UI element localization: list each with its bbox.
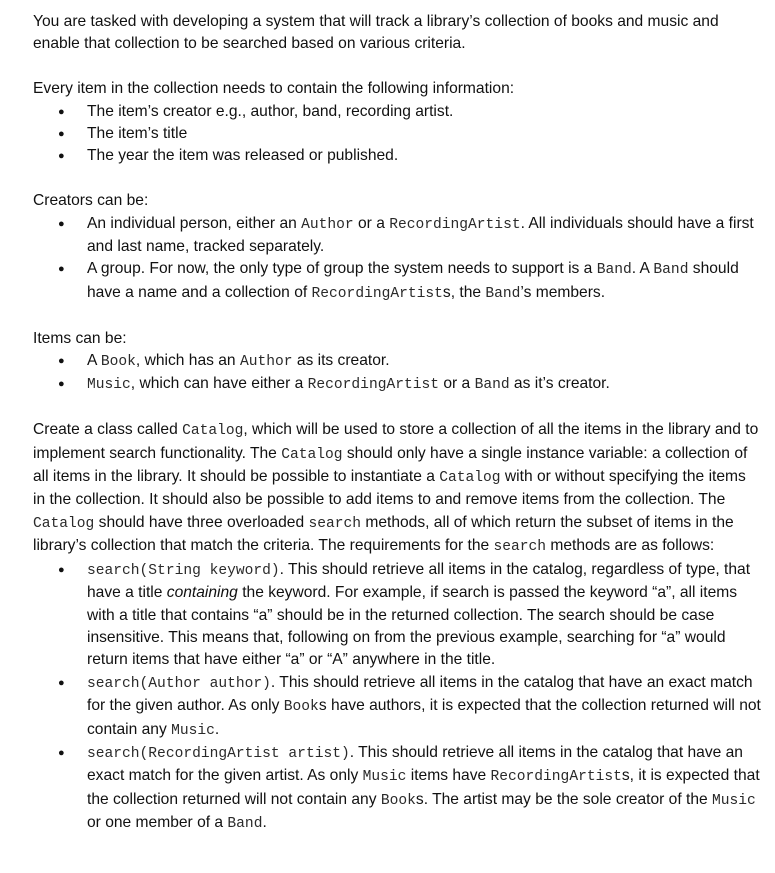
- code-band: Band: [474, 377, 510, 394]
- code-recording-artist: RecordingArtist: [389, 216, 521, 233]
- code-catalog: Catalog: [281, 446, 343, 463]
- code-book: Book: [380, 792, 416, 809]
- items-heading: Items can be:: [33, 329, 127, 347]
- code-band: Band: [596, 262, 632, 279]
- list-item: ● search(Author author). This should retrieve all items in the catalog that have an exact match for the given author. As only Books have authors, it is expected that the collection returned will not contain any Music.: [33, 672, 761, 742]
- item-info-list: [33, 101, 761, 168]
- spacer: [33, 397, 761, 419]
- code-author: Author: [239, 354, 293, 371]
- code-recording-artist: RecordingArtist: [307, 377, 440, 394]
- code-band: Band: [653, 262, 689, 279]
- list-item: ● The item’s creator e.g., author, band, recording artist.: [33, 101, 761, 123]
- code-book: Book: [100, 354, 136, 371]
- list-item: ● Music, which can have either a RecordingArtist or a Band as it’s creator.: [33, 373, 761, 396]
- creators-heading: Creators can be:: [33, 192, 149, 210]
- code-music: Music: [712, 792, 756, 809]
- code-catalog: Catalog: [439, 470, 501, 487]
- code-catalog: Catalog: [33, 515, 95, 532]
- list-item: ● The item’s title: [33, 123, 761, 145]
- code-author: Author: [301, 216, 354, 233]
- list-item: ● A group. For now, the only type of group the system needs to support is a Band. A Band should have a name and a collection of RecordingArtists, the Band’s members.: [33, 258, 761, 305]
- intro-paragraph: You are tasked with developing a system that will track a library’s collection of books and music and enable that collection to be searched based on various criteria.: [33, 13, 719, 53]
- list-item: ● search(String keyword). This should retrieve all items in the catalog, regardless of type, that have a title containing the keyword. For example, if search is passed the keyword “a”, all items with a title that contains “a” should be in the returned collection. The search should be case insensitive. This means that, following on from the previous example, searching for “a” would return items that have either “a” or “A” anywhere in the title.: [33, 559, 761, 672]
- code-recording-artist: RecordingArtist: [311, 285, 443, 302]
- list-item: ● A Book, which has an Author as its creator.: [33, 350, 761, 373]
- code-search-author: search(Author author): [87, 675, 271, 692]
- code-book: Book: [283, 699, 319, 716]
- code-catalog: Catalog: [182, 423, 244, 440]
- code-band: Band: [485, 285, 521, 302]
- search-methods-list: [33, 559, 761, 836]
- code-search: search: [493, 539, 547, 556]
- list-item: ● An individual person, either an Author or a RecordingArtist. All individuals should have a first and last name, tracked separately.: [33, 213, 761, 259]
- code-music: Music: [87, 377, 131, 394]
- code-music: Music: [171, 722, 215, 739]
- list-item: ● search(RecordingArtist artist). This should retrieve all items in the catalog that have an exact match for the given artist. As only Music items have RecordingArtists, it is expected that the collection returned will not contain any Books. The artist may be the sole creator of the Music or one member of a Band.: [33, 742, 761, 836]
- code-band: Band: [227, 816, 263, 833]
- item-info-heading: Every item in the collection needs to contain the following information:: [33, 80, 515, 98]
- creators-list: [33, 213, 761, 306]
- code-search-artist: search(RecordingArtist artist): [87, 745, 350, 762]
- code-recording-artist: RecordingArtist: [490, 769, 622, 786]
- code-search-keyword: search(String keyword): [87, 562, 280, 579]
- spacer: [33, 168, 761, 190]
- spacer: [33, 305, 761, 327]
- spacer: [33, 56, 761, 78]
- catalog-paragraph: Create a class called Catalog, which will be used to store a collection of all the items in the library and to implement search functionality. The Catalog should only have a single instance variable: a collection of all items in the library. It should be possible to instantiate a Catalog with or without specifying the items in the collection. It should also be possible to add items to and remove items from the collection. The Catalog should have three overloaded search methods, all of which return the subset of items in the library’s collection that match the criteria. The requirements for the search methods are as follows:: [33, 421, 759, 556]
- items-list: [33, 350, 761, 397]
- code-music: Music: [362, 769, 407, 786]
- list-item: ● The year the item was released or published.: [33, 145, 761, 167]
- code-search: search: [308, 515, 361, 532]
